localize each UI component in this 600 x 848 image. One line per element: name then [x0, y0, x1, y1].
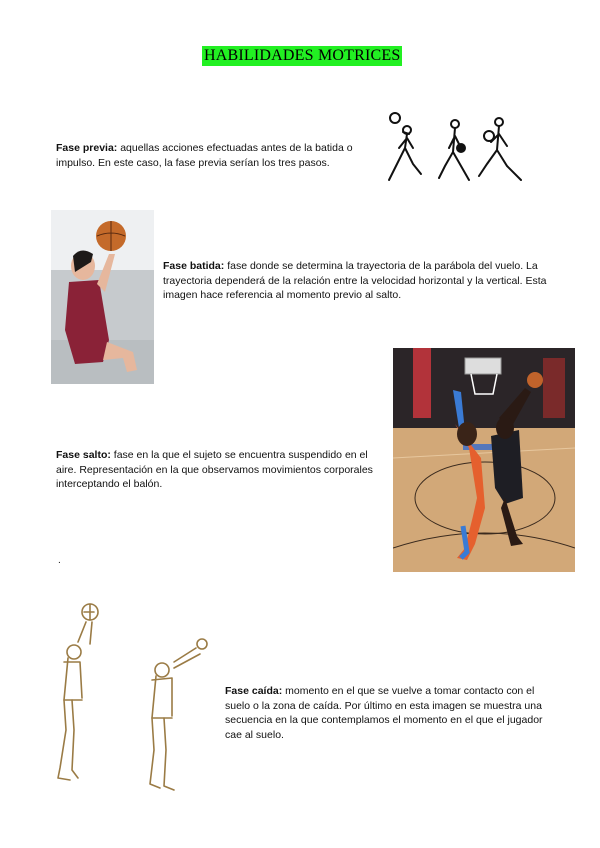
jump-block-photo	[393, 348, 575, 572]
fase-salto-term: Fase salto:	[56, 449, 111, 461]
fase-caida-term: Fase caída:	[225, 685, 283, 697]
landing-sequence-illustration	[50, 600, 215, 800]
fase-salto-text: fase en la que el sujeto se encuentra suspendido en el aire. Representación en la que observamos movimientos corporales interceptando el balón.	[56, 449, 373, 490]
fase-caida-paragraph	[225, 684, 545, 742]
fase-batida-paragraph	[163, 259, 553, 303]
fase-batida-term: Fase batida:	[163, 260, 225, 272]
fase-caida-text: momento en el que se vuelve a tomar contacto con el suelo o la zona de caída. Por último en esta imagen se muestra una secuencia en la que contemplamos el momento en el que el jugador cae al suelo.	[225, 685, 543, 741]
fase-batida-text: fase donde se determina la trayectoria de la parábola del vuelo. La trayectoria dependerá de la relación entre la velocidad horizontal y la vertical. Esta imagen hace referencia al momento previo al salto.	[163, 260, 547, 301]
fase-previa-term: Fase previa:	[56, 142, 118, 154]
stray-mark: .	[58, 555, 61, 566]
fase-previa-paragraph	[56, 141, 376, 170]
three-steps-illustration	[383, 108, 533, 188]
page-title: HABILIDADES MOTRICES	[204, 47, 401, 64]
fase-salto-paragraph	[56, 448, 376, 492]
fase-previa-text: aquellas acciones efectuadas antes de la batida o impulso. En este caso, la fase previa serían los tres pasos.	[56, 142, 353, 169]
girl-shooting-photo	[51, 210, 154, 384]
